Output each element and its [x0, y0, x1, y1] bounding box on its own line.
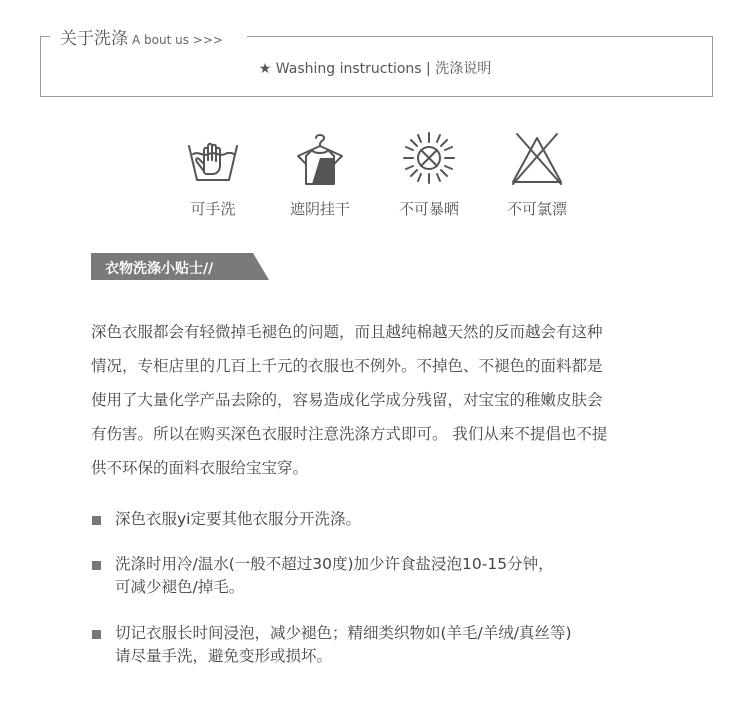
paragraph-line: 有伤害。所以在购买深色衣服时注意洗涤方式即可。 我们从来不提倡也不提	[91, 425, 608, 443]
hand-wash-icon	[185, 130, 241, 186]
bullet-line: 切记衣服长时间浸泡，减少褪色；精细类织物如(羊毛/羊绒/真丝等)	[115, 624, 572, 642]
tips-title: 衣物洗涤小贴士//	[105, 261, 214, 277]
bullet-item	[91, 508, 735, 531]
bullet-square-icon	[92, 630, 101, 639]
care-label-hand-wash: 可手洗	[190, 200, 236, 218]
bullet-item	[91, 622, 735, 668]
bullet-square-icon	[92, 561, 101, 570]
bullet-square-icon	[92, 516, 101, 525]
bullet-line: 深色衣服yi定要其他衣服分开洗涤。	[115, 510, 361, 528]
care-item-hand-wash	[163, 130, 263, 219]
section-title-cn: 关于洗涤	[60, 29, 128, 49]
tips-paragraph	[91, 315, 681, 485]
section-title-en: A bout us >>>	[132, 33, 223, 47]
no-sun-exposure-icon	[401, 130, 457, 186]
shade-hang-dry-icon	[290, 130, 350, 186]
tips-banner	[91, 253, 269, 280]
care-label-no-bleach: 不可氯漂	[506, 200, 567, 218]
bullet-line: 请尽量手洗，避免变形或损坏。	[115, 647, 333, 665]
care-item-no-bleach	[487, 130, 587, 219]
section-title	[56, 24, 227, 49]
paragraph-line: 使用了大量化学产品去除的，容易造成化学成分残留，对宝宝的稚嫩皮肤会	[91, 391, 603, 409]
care-label-shade-dry: 遮阴挂干	[289, 200, 350, 218]
paragraph-line: 情况，专柜店里的几百上千元的衣服也不例外。不掉色、不褪色的面料都是	[91, 357, 603, 375]
frame-line-left	[40, 36, 50, 37]
bullet-item	[91, 553, 735, 599]
section-subtitle: ★ Washing instructions | 洗涤说明	[258, 61, 492, 77]
paragraph-line: 供不环保的面料衣服给宝宝穿。	[91, 459, 309, 477]
care-item-shade-dry	[270, 130, 370, 219]
care-label-no-sun: 不可暴晒	[398, 200, 459, 218]
bullet-line: 可减少褪色/掉毛。	[115, 578, 245, 596]
no-bleach-icon	[507, 130, 567, 186]
paragraph-line: 深色衣服都会有轻微掉毛褪色的问题，而且越纯棉越天然的反而越会有这种	[91, 323, 603, 341]
care-item-no-sun	[379, 130, 479, 219]
bullet-line: 洗涤时用冷/温水(一般不超过30度)加少许食盐浸泡10-15分钟，	[115, 555, 554, 573]
frame-line-right	[247, 36, 712, 37]
